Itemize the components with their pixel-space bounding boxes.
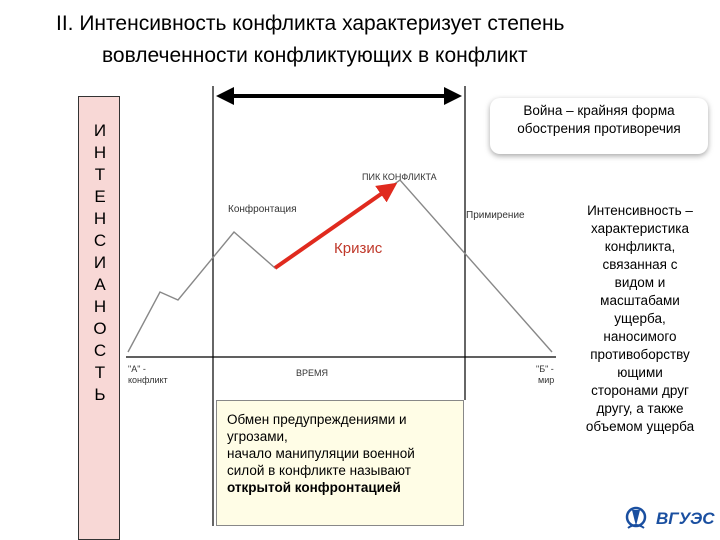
open-confrontation-line-5: открытой конфронтацией — [227, 480, 401, 495]
definition-line: Интенсивность – — [587, 203, 693, 218]
vertical-letter: Н — [93, 143, 107, 162]
definition-line: ющими — [617, 365, 663, 380]
end-label-2: мир — [538, 375, 555, 385]
vertical-letter: И — [93, 121, 107, 140]
open-confrontation-line-3: начало манипуляции военной — [227, 446, 415, 461]
definition-line: сторонами друг — [591, 383, 689, 398]
definition-line: противоборству — [590, 347, 690, 362]
duration-arrow-right-head — [444, 87, 462, 105]
vertical-letter: Т — [94, 363, 106, 382]
title-line-2: вовлеченности конфликтующих в конфликт — [102, 44, 528, 67]
vertical-letter: Н — [93, 297, 107, 316]
start-label-1: "А" - — [128, 364, 146, 374]
logo-emblem-icon — [627, 508, 645, 528]
definition-line: другу, а также — [596, 401, 684, 416]
definition-line: конфликта, — [604, 239, 676, 254]
vertical-letter: Ь — [94, 385, 106, 404]
vertical-letter: Т — [94, 165, 106, 184]
peak-label: ПИК КОНФЛИКТА — [362, 172, 437, 182]
reconciliation-label: Примирение — [466, 210, 525, 221]
vertical-letter: Н — [93, 209, 107, 228]
logo-text: ВГУЭС — [656, 509, 715, 528]
duration-arrow-left-head — [216, 87, 234, 105]
definition-line: связанная с — [602, 257, 678, 272]
definition-line: видом и — [614, 275, 666, 290]
intensity-definition-text — [566, 202, 714, 436]
university-logo — [622, 498, 716, 536]
vertical-letter: А — [94, 275, 106, 294]
crisis-label: Кризис — [334, 240, 383, 257]
definition-line: ущерба, — [614, 311, 666, 326]
war-callout-line-2: обострения противоречия — [517, 121, 681, 136]
open-confrontation-line-4: силой в конфликте называют — [227, 463, 411, 478]
definition-line: характеристика — [591, 221, 689, 236]
definition-line: масштабами — [600, 293, 680, 308]
open-confrontation-line-1: Обмен предупреждениями и — [227, 412, 407, 427]
time-label: ВРЕМЯ — [296, 368, 329, 378]
confrontation-label: Конфронтация — [228, 204, 297, 215]
definition-line: наносимого — [603, 329, 677, 344]
war-callout-box — [490, 98, 708, 154]
vertical-letter: Е — [94, 187, 106, 206]
open-confrontation-line-2: угрозами, — [227, 429, 288, 444]
vertical-letter: О — [93, 319, 107, 338]
vertical-letter: С — [93, 231, 107, 250]
open-confrontation-box — [216, 400, 464, 526]
conflict-curve — [128, 180, 552, 352]
vertical-letter: И — [93, 253, 107, 272]
end-label-1: "Б" - — [536, 364, 554, 374]
definition-line: объемом ущерба — [585, 419, 695, 434]
war-callout-line-1: Война – крайняя форма — [523, 103, 675, 118]
start-label-2: конфликт — [128, 375, 168, 385]
title-line-1: II. Интенсивность конфликта характеризует степень — [56, 12, 565, 35]
vertical-letter: С — [93, 341, 107, 360]
